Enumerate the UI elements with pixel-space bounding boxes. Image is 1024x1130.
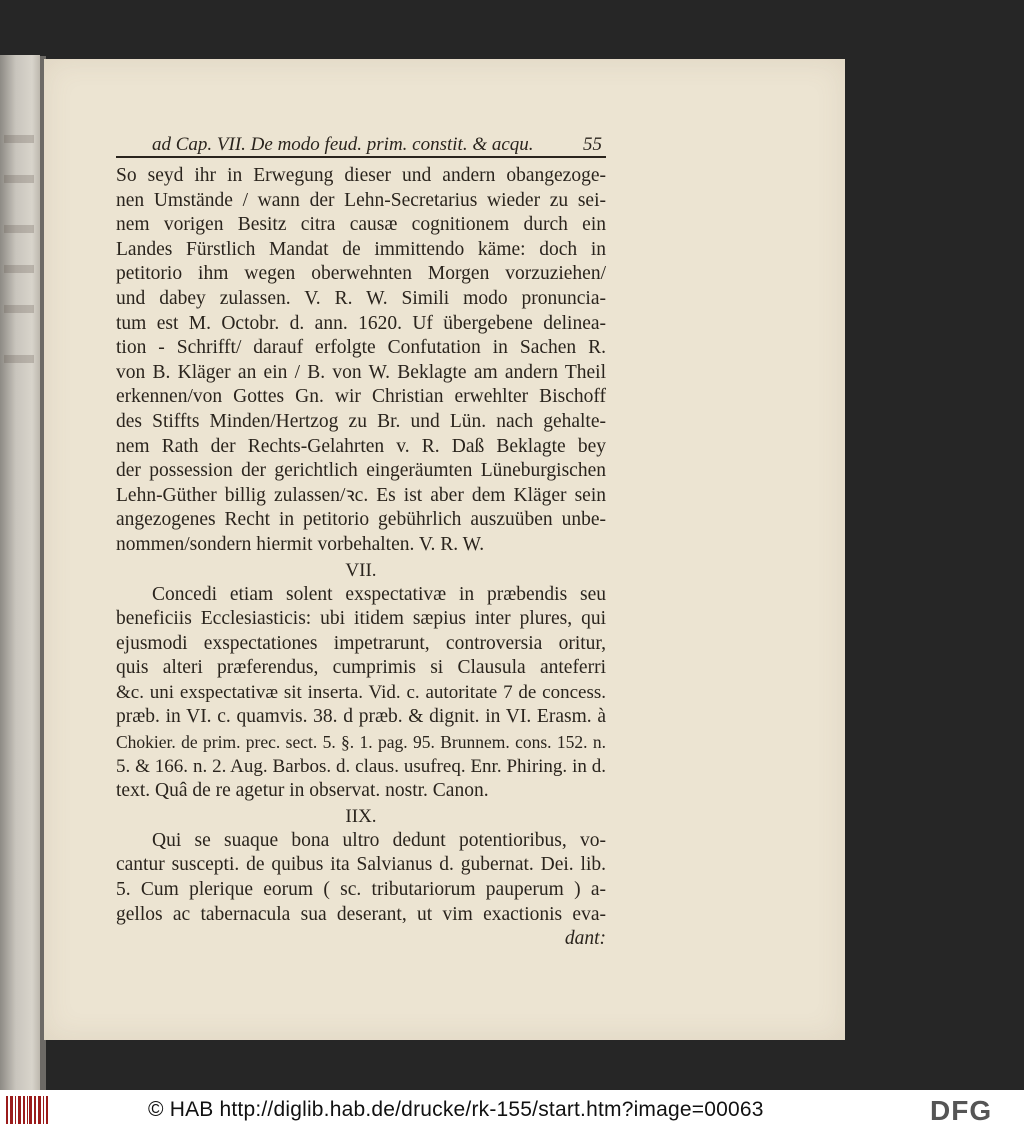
text-line: angezogenes Recht in petitorio gebührlich auszuüben unbe- bbox=[116, 509, 606, 531]
book-page bbox=[44, 59, 845, 1040]
running-header bbox=[116, 134, 606, 158]
latin-paragraph-vii bbox=[116, 583, 606, 804]
text-line: nem vorigen Besitz citra causæ cognitionem durch ein bbox=[116, 214, 606, 236]
text-line: præb. in VI. c. quamvis. 38. d præb. & dignit. in VI. Erasm. à bbox=[116, 706, 606, 728]
text-line: Qui se suaque bona ultro dedunt potentioribus, vo- bbox=[152, 829, 606, 851]
text-line: nen Umstände / wann der Lehn-Secretarius wieder zu sei- bbox=[116, 189, 606, 211]
text-line: quis alteri præferendus, cumprimis si Clausula anteferri bbox=[116, 657, 606, 679]
barcode-icon bbox=[6, 1096, 48, 1124]
text-line: Lehn-Güther billig zulassen/ꝛc. Es ist aber dem Kläger sein bbox=[116, 484, 606, 506]
text-line: tion - Schrifft/ darauf erfolgte Confutation in Sachen R. bbox=[116, 337, 606, 359]
text-line: So seyd ihr in Erwegung dieser und andern obangezoge- bbox=[116, 165, 606, 186]
section-heading-iix: IIX. bbox=[345, 805, 377, 827]
dfg-logo: DFG bbox=[930, 1095, 993, 1126]
catchword: dant: bbox=[564, 928, 606, 950]
text-line: erkennen/von Gottes Gn. wir Christian erwehlter Bischoff bbox=[116, 386, 606, 408]
text-line: beneficiis Ecclesiasticis: ubi itidem sæpius inter plures, qui bbox=[116, 608, 606, 630]
text-line: Landes Fürstlich Mandat de immittendo käme: doch in bbox=[116, 238, 606, 260]
copyright-link[interactable]: © HAB http://diglib.hab.de/drucke/rk-155/start.htm?image=00063 bbox=[148, 1098, 764, 1121]
footer-bar bbox=[0, 1090, 1024, 1130]
text-line: nommen/sondern hiermit vorbehalten. V. R. W. bbox=[116, 533, 485, 555]
german-paragraph bbox=[116, 164, 606, 558]
text-line: tum est M. Octobr. d. ann. 1620. Uf übergebene delinea- bbox=[116, 312, 606, 334]
page-number: 55 bbox=[583, 134, 602, 155]
text-line: Chokier. de prim. prec. sect. 5. §. 1. pag. 95. Brunnem. cons. 152. n. bbox=[116, 732, 606, 753]
text-line: nem Rath der Rechts-Gelahrten v. R. Daß Beklagte bey bbox=[116, 435, 606, 457]
text-line: der possession der gerichtlich eingeräumten Lüneburgischen bbox=[116, 460, 606, 482]
latin-paragraph-iix bbox=[116, 829, 606, 927]
text-line: gellos ac tabernacula sua deserant, ut vim exactionis eva- bbox=[116, 903, 606, 925]
page-text-block bbox=[116, 134, 606, 952]
text-line: text. Quâ de re agetur in observat. nostr. Canon. bbox=[116, 780, 489, 802]
text-line: Concedi etiam solent exspectativæ in præbendis seu bbox=[152, 583, 606, 605]
text-line: ejusmodi exspectationes impetrarunt, controversia oritur, bbox=[116, 632, 606, 654]
text-line: 5. Cum plerique eorum ( sc. tributariorum pauperum ) a- bbox=[116, 879, 606, 901]
text-line: des Stiffts Minden/Hertzog zu Br. und Lün. nach gehalte- bbox=[116, 410, 606, 432]
text-line: 5. & 166. n. 2. Aug. Barbos. d. claus. usufreq. Enr. Phiring. in d. bbox=[116, 755, 606, 777]
adjacent-page-edge bbox=[0, 55, 40, 1090]
text-line: &c. uni exspectativæ sit inserta. Vid. c. autoritate 7 de concess. bbox=[116, 681, 606, 703]
text-line: cantur suscepti. de quibus ita Salvianus d. gubernat. Dei. lib. bbox=[116, 854, 606, 876]
running-title: ad Cap. VII. De modo feud. prim. constit. & acqu. bbox=[152, 134, 534, 155]
text-line: petitorio ihm wegen oberwehnten Morgen vorzuziehen/ bbox=[116, 263, 606, 285]
text-line: von B. Kläger an ein / B. von W. Beklagte am andern Theil bbox=[116, 361, 606, 383]
text-line: und dabey zulassen. V. R. W. Simili modo pronuncia- bbox=[116, 287, 606, 309]
section-heading-vii: VII. bbox=[345, 559, 377, 581]
